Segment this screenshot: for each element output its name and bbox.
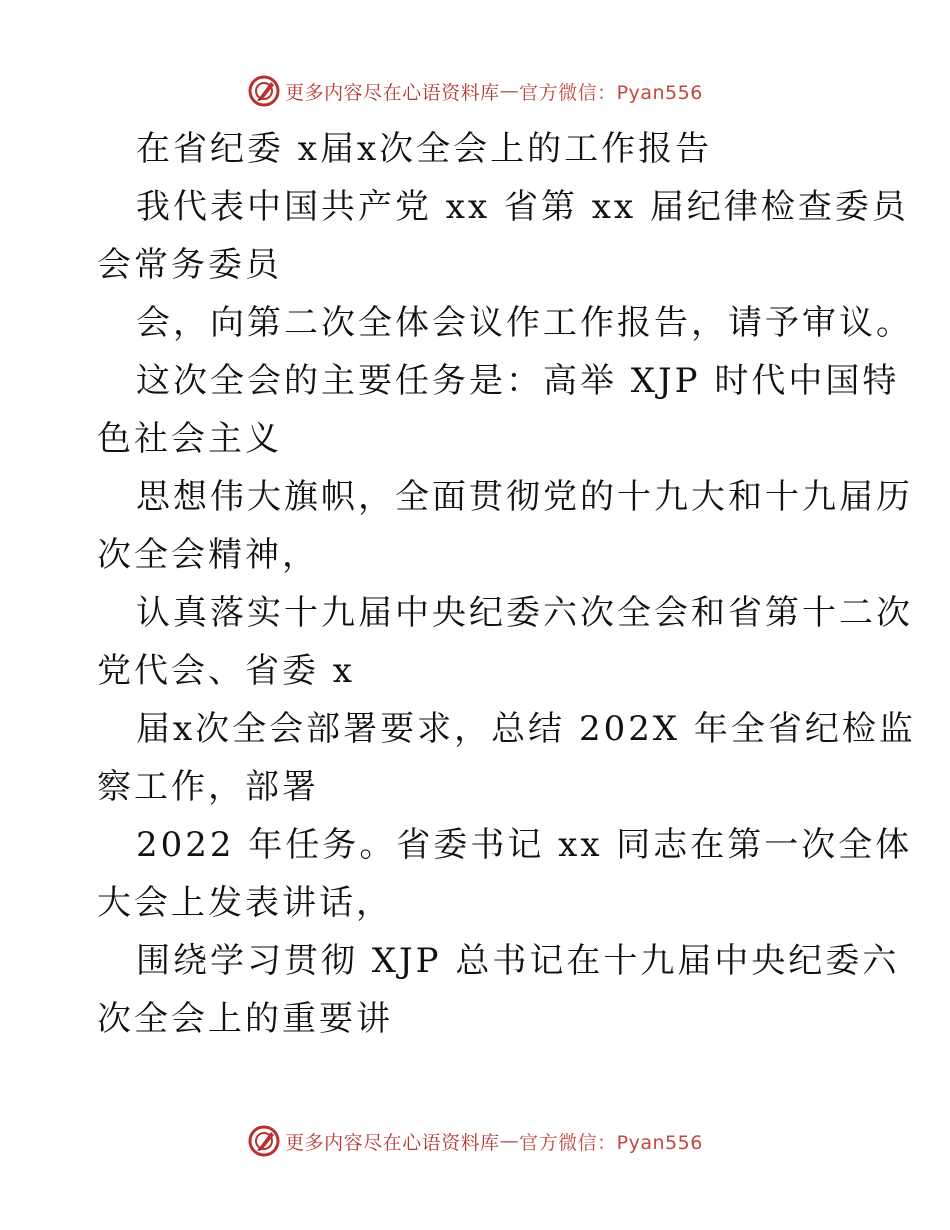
pen-in-circle-icon (247, 1124, 281, 1158)
paragraph-line: 次全会上的重要讲 (97, 999, 393, 1039)
watermark-main-text: 更多内容尽在心语资料库 (285, 1131, 500, 1154)
paragraph-line: 这次全会的主要任务是：高举 XJP 时代中国特 (136, 361, 900, 401)
pen-in-circle-icon (247, 74, 281, 108)
paragraph-line: 察工作，部署 (97, 767, 319, 807)
watermark-wechat-text: 官方微信：Pyan556 (519, 81, 703, 104)
paragraph-line: 围绕学习贯彻 XJP 总书记在十九届中央纪委六 (136, 941, 900, 981)
paragraph-line: 届x次全会部署要求，总结 202X 年全省纪检监 (136, 709, 916, 749)
paragraph-line: 次全会精神， (97, 535, 319, 575)
paragraph-line: 党代会、省委 x (97, 651, 355, 691)
paragraph-line: 2022 年任务。省委书记 xx 同志在第一次全体 (136, 825, 913, 865)
paragraph-line: 会常务委员 (97, 245, 282, 285)
document-title: 在省纪委 x届x次全会上的工作报告 (136, 129, 713, 169)
paragraph-line: 认真落实十九届中央纪委六次全会和省第十二次 (136, 593, 913, 633)
paragraph-line: 会，向第二次全体会议作工作报告，请予审议。 (136, 303, 913, 343)
watermark-dash: — (499, 1130, 520, 1152)
watermark-dash: — (499, 80, 520, 102)
paragraph-line: 色社会主义 (97, 419, 282, 459)
watermark-wechat-text: 官方微信：Pyan556 (519, 1131, 703, 1154)
footer-watermark (0, 1121, 950, 1161)
paragraph-line: 大会上发表讲话， (97, 883, 393, 923)
header-watermark (0, 71, 950, 111)
paragraph-line: 我代表中国共产党 xx 省第 xx 届纪律检查委员 (136, 187, 909, 227)
paragraph-line: 思想伟大旗帜，全面贯彻党的十九大和十九届历 (136, 477, 913, 517)
watermark-main-text: 更多内容尽在心语资料库 (285, 81, 500, 104)
